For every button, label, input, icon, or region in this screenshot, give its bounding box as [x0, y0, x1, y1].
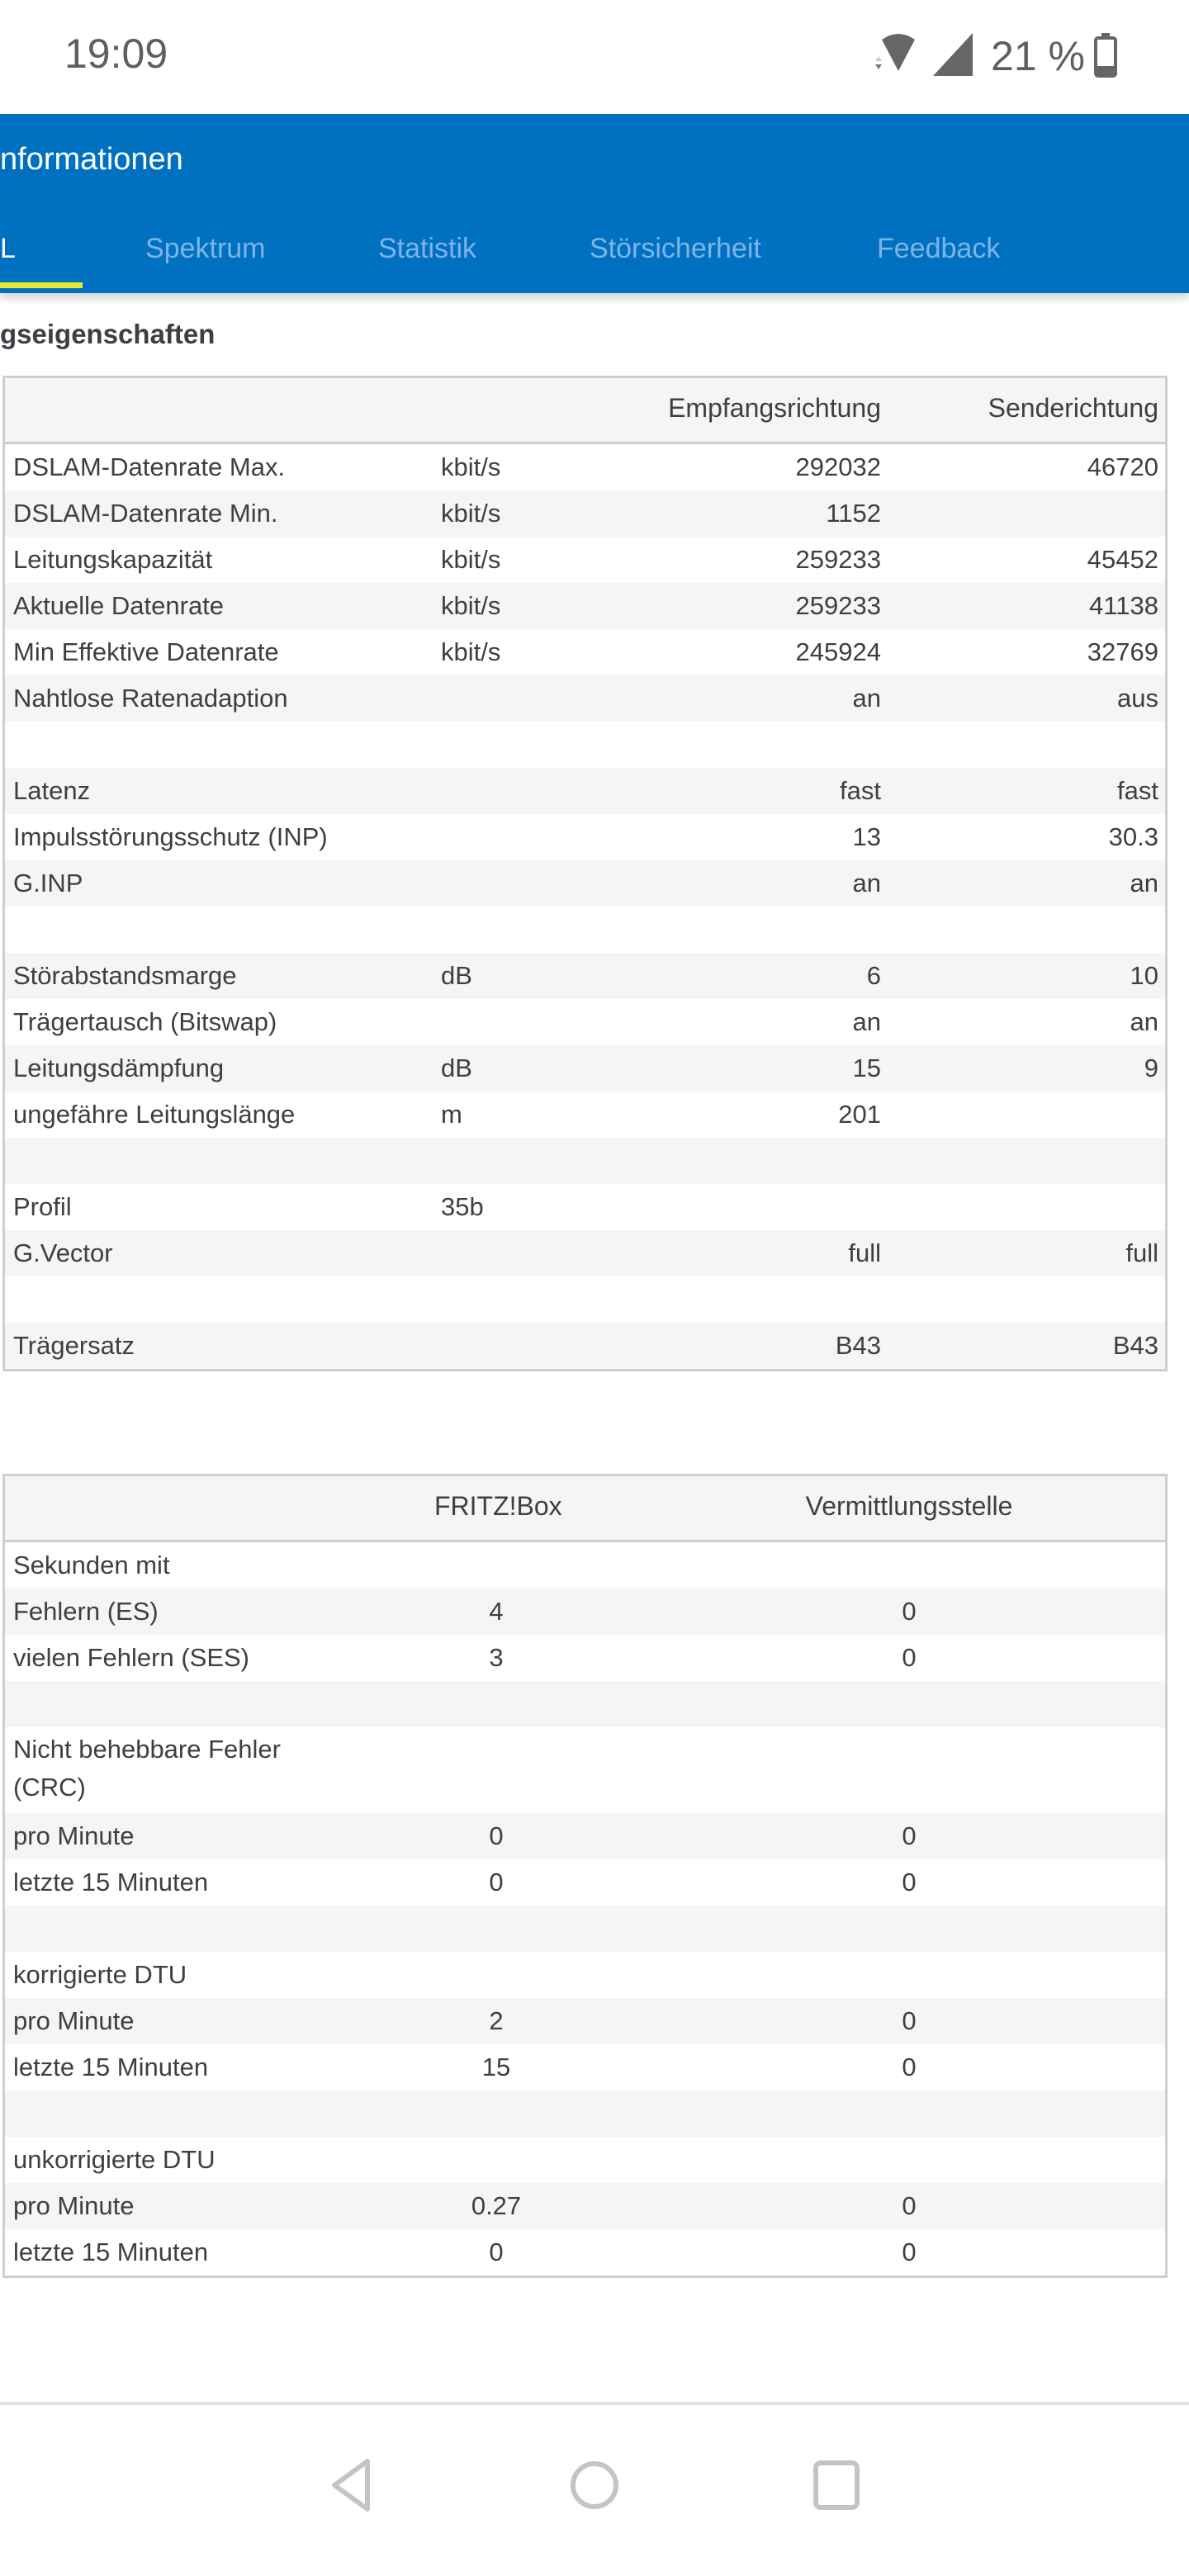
table-row — [5, 444, 1165, 490]
table-row — [5, 1635, 1165, 1681]
row-value-tx: 45452 — [1087, 545, 1158, 574]
row-value-tx: fast — [1117, 776, 1158, 805]
table-row — [5, 1230, 1165, 1276]
row-label: Nicht behebbare Fehler (CRC) — [13, 1735, 281, 1802]
row-label: Min Effektive Datenrate — [13, 637, 279, 666]
table-row — [5, 2137, 1165, 2183]
battery-icon — [1093, 31, 1118, 82]
row-value-tx: 10 — [1130, 961, 1158, 990]
row-value-rx: 259233 — [795, 545, 881, 574]
tab-dsl[interactable]: L — [0, 233, 16, 264]
row-value-rx: 15 — [852, 1054, 881, 1082]
table-row — [5, 999, 1165, 1045]
table-header — [5, 1476, 1165, 1542]
column-header-tx: Senderichtung — [988, 393, 1158, 423]
table-spacer-row — [5, 1906, 1165, 1952]
table-row — [5, 953, 1165, 999]
column-header-rx: Empfangsrichtung — [668, 393, 881, 423]
row-value-tx: 41138 — [1089, 591, 1158, 620]
row-label: vielen Fehlern (SES) — [13, 1643, 250, 1672]
row-value-rx: 13 — [852, 822, 881, 851]
row-value-vermittlungsstelle: 0 — [902, 1597, 917, 1626]
row-label: Trägersatz — [13, 1331, 135, 1360]
nav-bar-divider — [0, 2402, 1189, 2405]
row-value-vermittlungsstelle: 0 — [902, 1821, 917, 1850]
row-value-rx: 1152 — [826, 499, 881, 528]
table-spacer-row — [5, 907, 1165, 953]
row-unit: kbit/s — [441, 499, 501, 528]
tab-feedback[interactable]: Feedback — [877, 233, 1001, 264]
row-unit: dB — [441, 961, 472, 990]
row-value-rx: an — [852, 684, 881, 713]
table-row — [5, 1952, 1165, 1998]
row-label: pro Minute — [13, 1821, 135, 1850]
table-row — [5, 2229, 1165, 2275]
table-spacer-row — [5, 2091, 1165, 2137]
row-unit: kbit/s — [441, 591, 501, 620]
row-value-rx: fast — [840, 776, 881, 805]
row-value-vermittlungsstelle: 0 — [902, 1868, 917, 1896]
row-value-tx: aus — [1117, 684, 1158, 713]
row-label: Sekunden mit — [13, 1551, 170, 1579]
row-value-tx: full — [1125, 1238, 1158, 1267]
wifi-icon — [870, 31, 923, 82]
row-label: pro Minute — [13, 2191, 135, 2220]
battery-percent: 21 % — [991, 33, 1085, 79]
row-label: korrigierte DTU — [13, 1960, 187, 1989]
table-row — [5, 537, 1165, 583]
row-value-fritzbox: 0 — [489, 1821, 504, 1850]
row-value-fritzbox: 2 — [489, 2006, 504, 2035]
row-label: Latenz — [13, 776, 91, 805]
home-icon — [566, 2456, 623, 2514]
row-value-tx: 9 — [1144, 1054, 1158, 1082]
row-value-vermittlungsstelle: 0 — [902, 2191, 917, 2220]
row-value-tx: 46720 — [1087, 452, 1158, 481]
app-header — [0, 114, 1189, 293]
row-unit: dB — [441, 1054, 472, 1082]
row-value-fritzbox: 4 — [489, 1597, 504, 1626]
row-label: Leitungsdämpfung — [13, 1054, 225, 1082]
table-spacer-row — [5, 1681, 1165, 1727]
row-value-vermittlungsstelle: 0 — [902, 2053, 917, 2081]
active-tab-indicator — [0, 282, 83, 288]
row-label: letzte 15 Minuten — [13, 1868, 209, 1896]
row-label: DSLAM-Datenrate Min. — [13, 499, 278, 528]
status-icons — [870, 30, 1118, 83]
row-label: Leitungskapazität — [13, 545, 213, 574]
row-value-rx: an — [852, 1007, 881, 1036]
row-value-tx: B43 — [1112, 1331, 1158, 1360]
row-value-rx: 259233 — [795, 591, 881, 620]
table-header — [5, 378, 1165, 444]
row-label: ungefähre Leitungslänge — [13, 1100, 296, 1129]
page-title: nformationen — [0, 142, 183, 177]
row-unit: kbit/s — [441, 545, 501, 574]
row-unit: kbit/s — [441, 637, 501, 666]
column-header-fritzbox: FRITZ!Box — [434, 1491, 562, 1521]
row-value-fritzbox: 3 — [489, 1643, 504, 1672]
tab-bar — [0, 230, 1189, 293]
table-row — [5, 1859, 1165, 1906]
row-value-vermittlungsstelle: 0 — [902, 2237, 917, 2266]
table-row — [5, 1184, 1165, 1230]
row-value-fritzbox: 0.27 — [471, 2191, 522, 2220]
tab-spektrum[interactable]: Spektrum — [145, 233, 266, 264]
row-value-rx: B43 — [835, 1331, 881, 1360]
table-row — [5, 1091, 1165, 1138]
tab-statistik[interactable]: Statistik — [378, 233, 477, 264]
row-label: unkorrigierte DTU — [13, 2145, 216, 2174]
table-row — [5, 1998, 1165, 2044]
table-body — [5, 1542, 1165, 2275]
row-value-rx: 6 — [866, 961, 881, 990]
row-label: Nahtlose Ratenadaption — [13, 684, 288, 713]
table-spacer-row — [5, 722, 1165, 768]
table-row — [5, 1542, 1165, 1589]
row-value-fritzbox: 15 — [481, 2053, 511, 2081]
row-value-fritzbox: 0 — [489, 2237, 504, 2266]
row-label: DSLAM-Datenrate Max. — [13, 452, 286, 481]
table-row — [5, 583, 1165, 629]
row-value-vermittlungsstelle: 0 — [902, 2006, 917, 2035]
row-label: G.Vector — [13, 1238, 113, 1267]
column-header-vermittlungsstelle: Vermittlungsstelle — [805, 1491, 1013, 1521]
row-label: G.INP — [13, 869, 83, 897]
row-unit: kbit/s — [441, 452, 501, 481]
row-value-rx: an — [852, 869, 881, 897]
table-spacer-row — [5, 1276, 1165, 1323]
table-row — [5, 1323, 1165, 1369]
table-row — [5, 2183, 1165, 2229]
row-value-tx: an — [1130, 869, 1158, 897]
row-value-rx: full — [848, 1238, 881, 1267]
row-label: Impulsstörungsschutz (INP) — [13, 822, 328, 851]
table-row — [5, 629, 1165, 675]
section-title: gseigenschaften — [0, 319, 216, 349]
home-button[interactable] — [561, 2452, 628, 2518]
row-label: letzte 15 Minuten — [13, 2053, 209, 2081]
table-row — [5, 860, 1165, 907]
status-bar — [0, 0, 1189, 114]
row-label: letzte 15 Minuten — [13, 2237, 209, 2266]
row-label: Profil — [13, 1192, 72, 1221]
row-unit: m — [441, 1100, 462, 1129]
row-label: pro Minute — [13, 2006, 135, 2035]
row-value-tx: 32769 — [1087, 637, 1158, 666]
row-value-fritzbox: 0 — [489, 1868, 504, 1896]
cellular-signal-icon — [931, 31, 976, 82]
table-row — [5, 1589, 1165, 1635]
recents-icon — [808, 2456, 865, 2514]
table-body — [5, 444, 1165, 1369]
table-spacer-row — [5, 1138, 1165, 1184]
row-label: Störabstandsmarge — [13, 961, 237, 990]
row-label: Fehlern (ES) — [13, 1597, 159, 1626]
table-row — [5, 1727, 1165, 1813]
line-properties-table — [2, 376, 1168, 1371]
tab-stoersicherheit[interactable]: Störsicherheit — [590, 233, 761, 264]
row-value-vermittlungsstelle: 0 — [902, 1643, 917, 1672]
row-value-rx: 201 — [838, 1100, 881, 1129]
table-row — [5, 768, 1165, 814]
row-label: Aktuelle Datenrate — [13, 591, 225, 620]
back-button[interactable] — [320, 2452, 386, 2518]
table-row — [5, 675, 1165, 722]
status-time: 19:09 — [64, 31, 168, 77]
back-icon — [324, 2456, 382, 2514]
table-row — [5, 2044, 1165, 2091]
table-row — [5, 490, 1165, 537]
error-statistics-table — [2, 1474, 1168, 2278]
table-row — [5, 1045, 1165, 1091]
table-row — [5, 814, 1165, 860]
row-unit: 35b — [441, 1192, 484, 1221]
row-value-tx: an — [1130, 1007, 1158, 1036]
row-label: Trägertausch (Bitswap) — [13, 1007, 277, 1036]
recents-button[interactable] — [803, 2452, 869, 2518]
table-row — [5, 1813, 1165, 1859]
row-value-rx: 245924 — [795, 637, 881, 666]
row-value-rx: 292032 — [795, 452, 881, 481]
row-value-tx: 30.3 — [1108, 822, 1158, 851]
